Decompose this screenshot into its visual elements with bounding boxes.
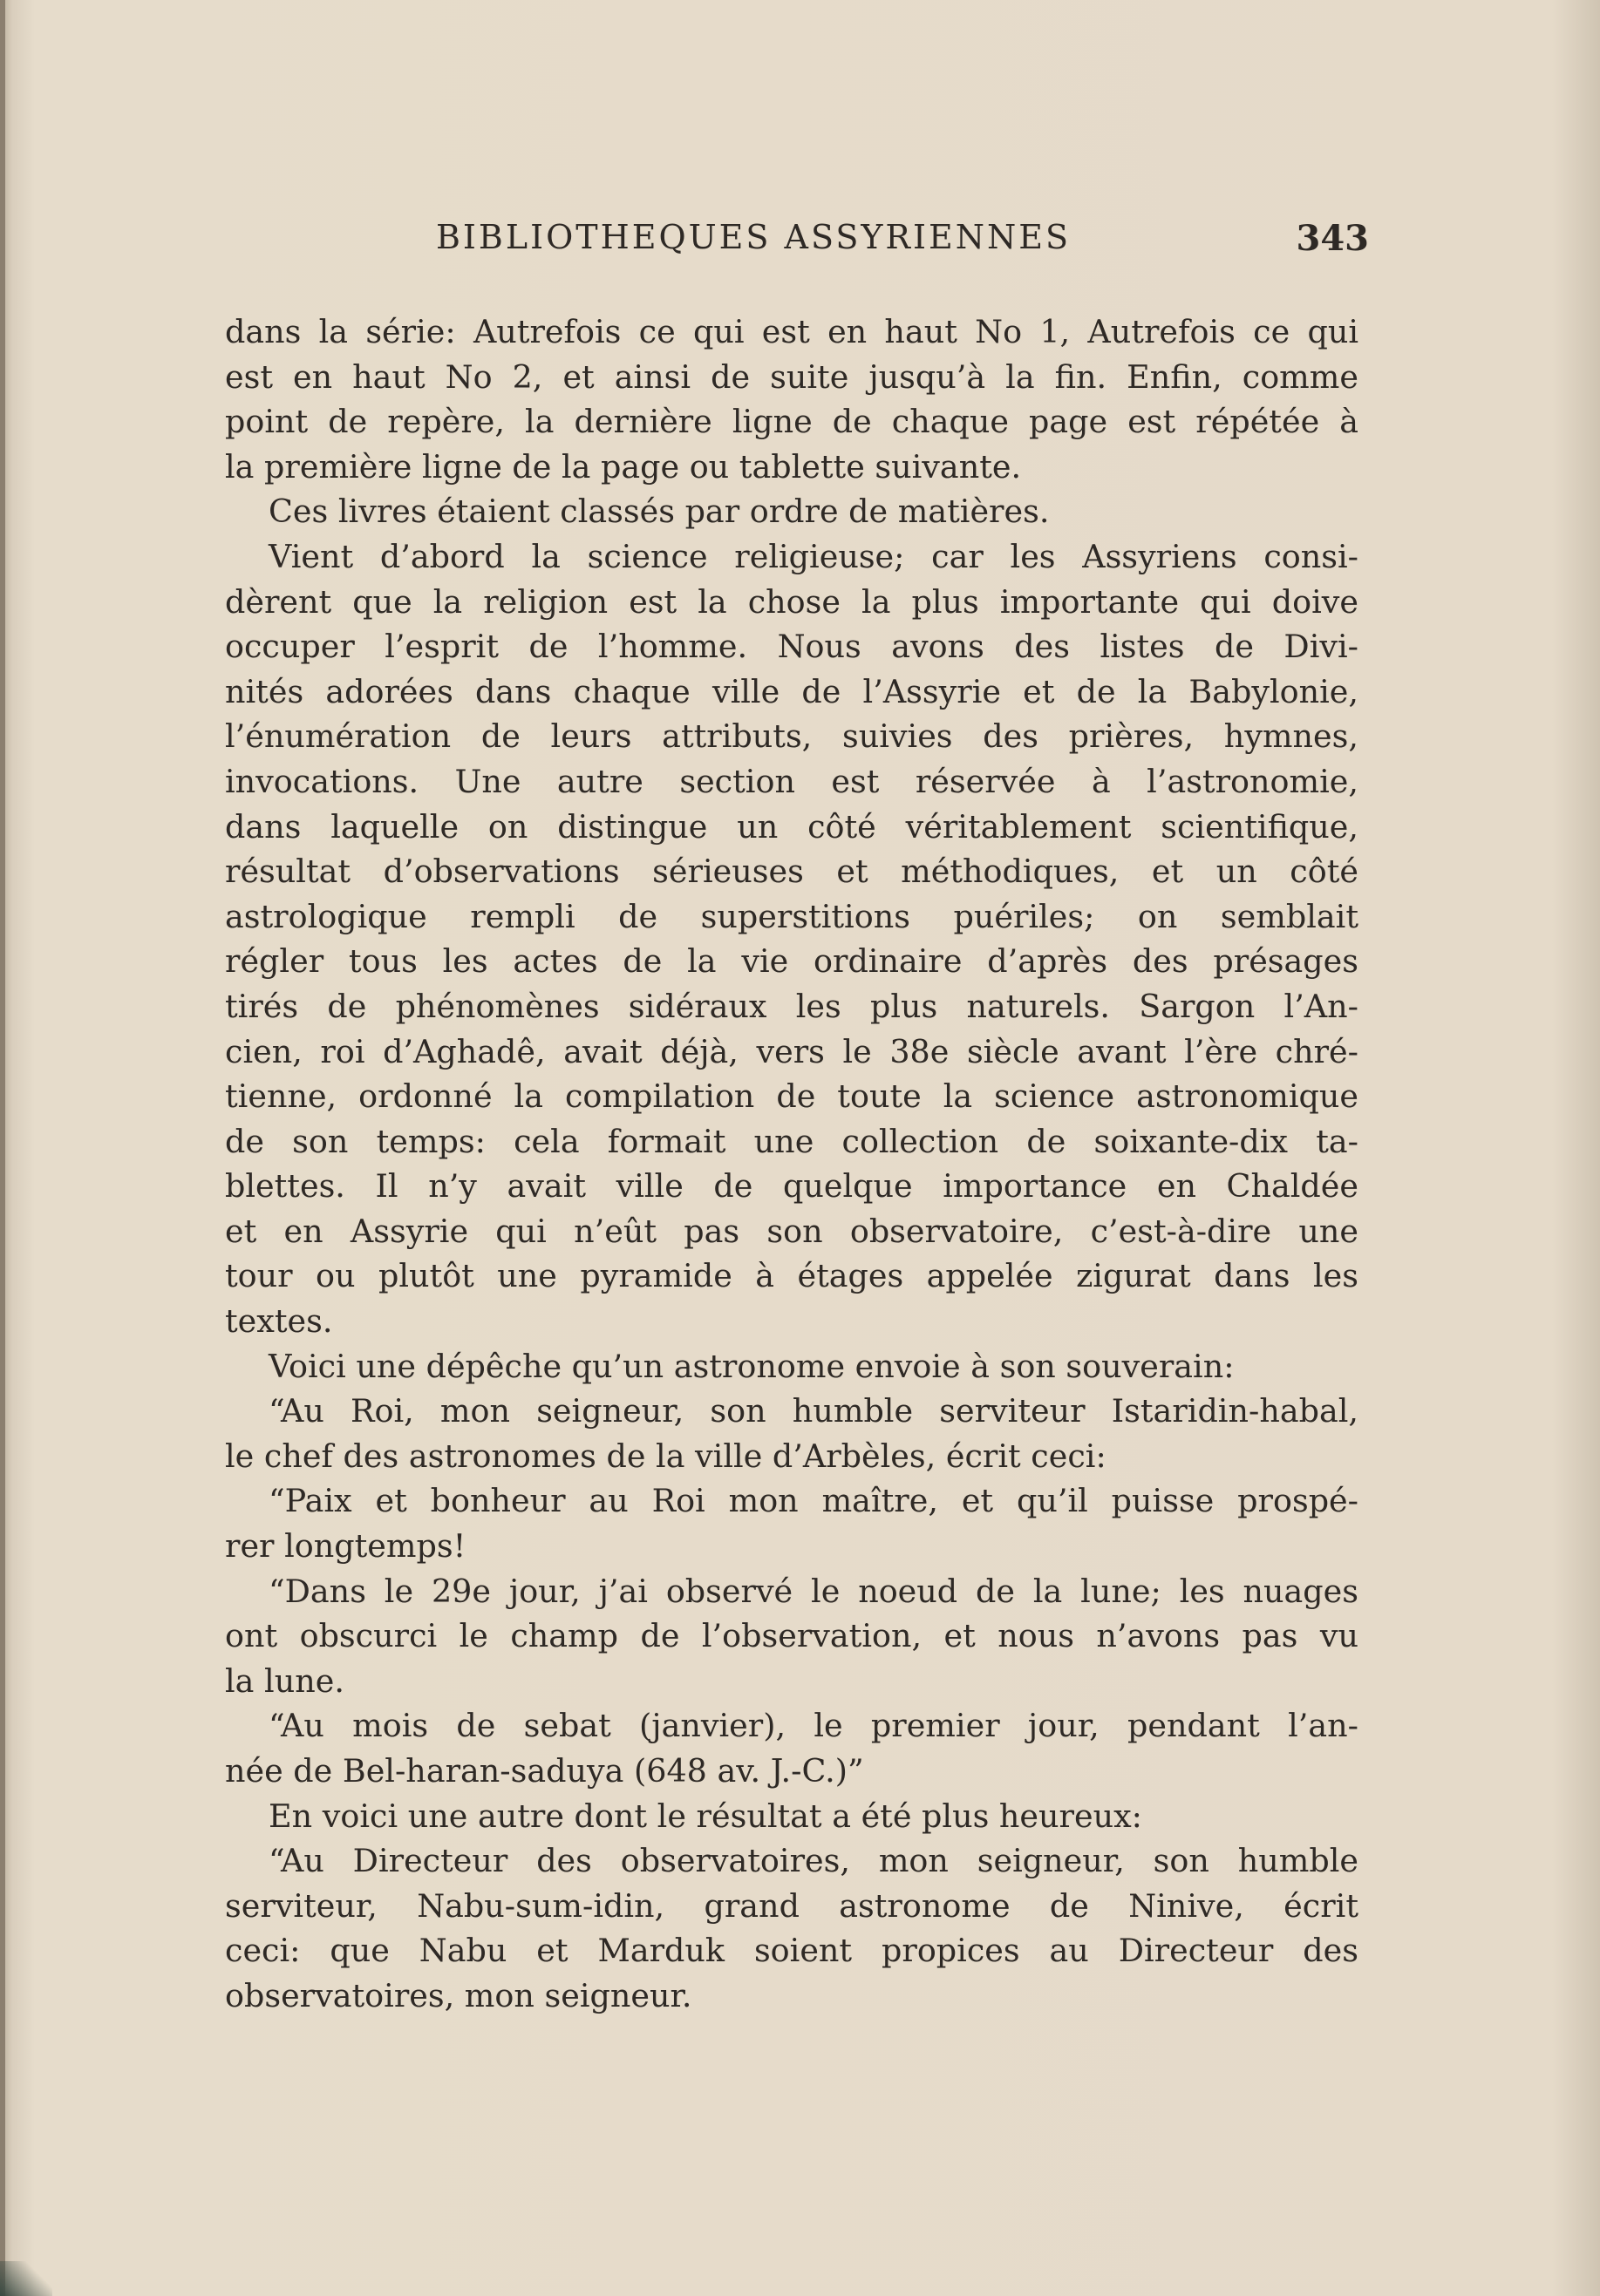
text-line: astrologique rempli de superstitions puériles; on semblait bbox=[225, 897, 1358, 935]
text-line: née de Bel-haran-saduya (648 av. J.-C.)” bbox=[225, 1752, 864, 1790]
text-line: “Paix et bonheur au Roi mon maître, et qu’il puisse prospé- bbox=[269, 1482, 1358, 1520]
text-line: de son temps: cela formait une collection de soixante-dix ta- bbox=[225, 1122, 1358, 1160]
text-line: et en Assyrie qui n’eût pas son observatoire, c’est-à-dire une bbox=[225, 1212, 1358, 1250]
text-line: résultat d’observations sérieuses et méthodiques, et un côté bbox=[225, 853, 1358, 891]
page-number: 343 bbox=[1296, 218, 1369, 259]
text-line: dans laquelle on distingue un côté véritablement scientifique, bbox=[225, 807, 1358, 846]
text-line: ont obscurci le champ de l’observation, et nous n’avons pas vu bbox=[225, 1617, 1358, 1655]
text-line: tour ou plutôt une pyramide à étages appelée zigurat dans les bbox=[225, 1257, 1358, 1295]
text-line: “Dans le 29e jour, j’ai observé le noeud de la lune; les nuages bbox=[269, 1572, 1358, 1610]
text-line: Ces livres étaient classés par ordre de matières. bbox=[269, 492, 1050, 531]
text-line: Vient d’abord la science religieuse; car les Assyriens consi- bbox=[269, 537, 1358, 575]
running-title: BIBLIOTHEQUES ASSYRIENNES bbox=[436, 218, 1072, 256]
text-line: “Au Directeur des observatoires, mon seigneur, son humble bbox=[269, 1842, 1358, 1880]
text-line: la lune. bbox=[225, 1661, 344, 1700]
text-line: régler tous les actes de la vie ordinaire d’après des présages bbox=[225, 942, 1358, 981]
text-line: “Au mois de sebat (janvier), le premier jour, pendant l’an- bbox=[269, 1707, 1358, 1745]
text-line: le chef des astronomes de la ville d’Arbèles, écrit ceci: bbox=[225, 1437, 1106, 1475]
page-header bbox=[436, 218, 1369, 270]
text-line: l’énumération de leurs attributs, suivies des prières, hymnes, bbox=[225, 717, 1358, 756]
text-line: Voici une dépêche qu’un astronome envoie à son souverain: bbox=[269, 1347, 1235, 1385]
text-line: nités adorées dans chaque ville de l’Assyrie et de la Babylonie, bbox=[225, 672, 1358, 710]
body-text bbox=[225, 309, 1358, 2019]
text-line: la première ligne de la page ou tablette suivante. bbox=[225, 447, 1022, 486]
text-line: rer longtemps! bbox=[225, 1527, 466, 1566]
text-line: observatoires, mon seigneur. bbox=[225, 1976, 692, 2014]
text-line: dans la série: Autrefois ce qui est en haut No 1, Autrefois ce qui bbox=[225, 313, 1358, 350]
text-line: tirés de phénomènes sidéraux les plus naturels. Sargon l’An- bbox=[225, 987, 1358, 1025]
text-line: textes. bbox=[225, 1302, 333, 1341]
text-line: invocations. Une autre section est réservée à l’astronomie, bbox=[225, 762, 1358, 800]
text-line: est en haut No 2, et ainsi de suite jusqu’à la fin. Enfin, comme bbox=[225, 357, 1358, 396]
text-line: dèrent que la religion est la chose la plus importante qui doive bbox=[225, 582, 1358, 621]
page-corner-shadow bbox=[0, 2261, 52, 2296]
text-line: “Au Roi, mon seigneur, son humble serviteur Istaridin-habal, bbox=[269, 1392, 1358, 1430]
text-line: cien, roi d’Aghadê, avait déjà, vers le 38e siècle avant l’ère chré- bbox=[225, 1032, 1358, 1070]
text-line: serviteur, Nabu-sum-idin, grand astronome de Ninive, écrit bbox=[225, 1886, 1358, 1925]
text-line: ceci: que Nabu et Marduk soient propices au Directeur des bbox=[225, 1932, 1358, 1970]
page-edge bbox=[0, 0, 5, 2296]
text-line: occuper l’esprit de l’homme. Nous avons des listes de Divi- bbox=[225, 628, 1358, 666]
text-line: point de repère, la dernière ligne de chaque page est répétée à bbox=[225, 403, 1358, 441]
text-line: tienne, ordonné la compilation de toute la science astronomique bbox=[225, 1077, 1358, 1116]
text-line: blettes. Il n’y avait ville de quelque importance en Chaldée bbox=[225, 1167, 1358, 1206]
text-line: En voici une autre dont le résultat a été plus heureux: bbox=[269, 1797, 1142, 1835]
